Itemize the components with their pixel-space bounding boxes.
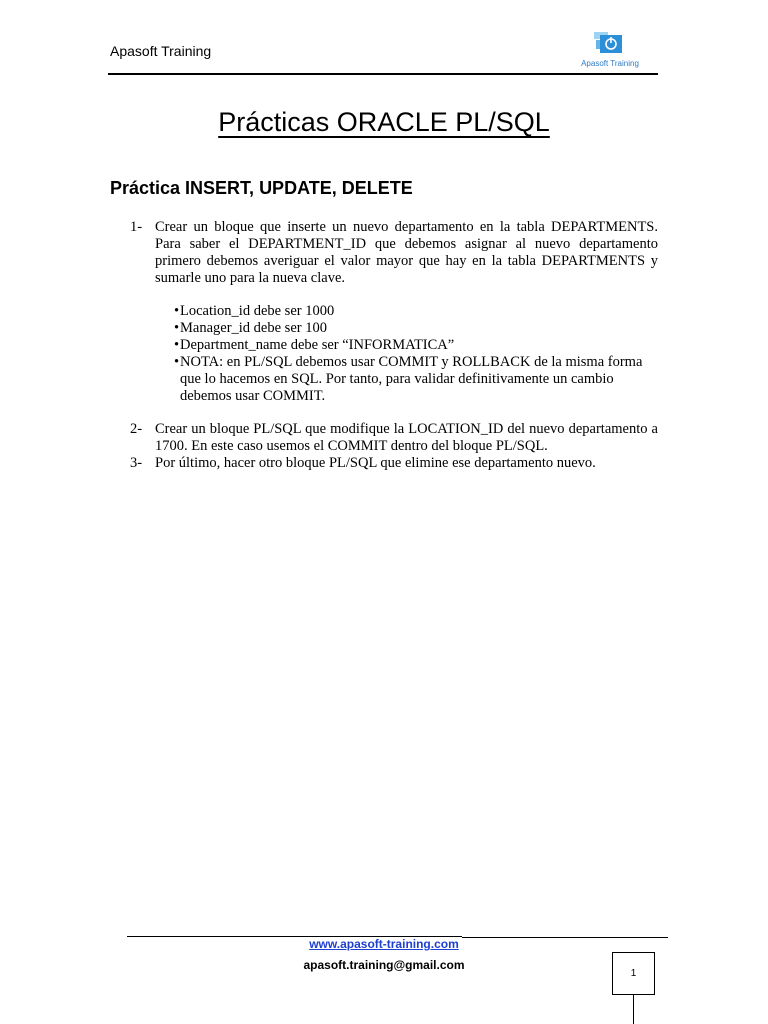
bullet-text: Location_id debe ser 1000 <box>180 303 335 319</box>
bullet-icon: • <box>174 320 180 336</box>
header-title: Apasoft Training <box>110 43 212 59</box>
list-item <box>130 219 658 287</box>
bullet-text: Department_name debe ser “INFORMATICA” <box>180 337 455 353</box>
bullet-item <box>155 320 658 337</box>
page-number: 1 <box>630 968 637 979</box>
window-power-icon <box>570 26 650 60</box>
bullet-list <box>155 303 658 405</box>
bullet-text: Manager_id debe ser 100 <box>180 320 327 336</box>
logo-text: Apasoft Training <box>581 59 639 68</box>
list-item <box>130 421 658 455</box>
exercise-content <box>130 219 658 472</box>
page-title <box>0 107 768 138</box>
header-divider <box>108 73 658 75</box>
item-text: Crear un bloque que inserte un nuevo departamento en la tabla DEPARTMENTS. Para saber el DEPARTMENT_ID que debemos asignar al nuevo departamento primero debemos averiguar el valor mayor que hay en la tabla DEPARTMENTS y sumarle uno para la nueva clave. <box>155 219 658 286</box>
bullet-item <box>155 354 658 405</box>
bullet-text: NOTA: en PL/SQL debemos usar COMMIT y ROLLBACK de la misma forma que lo hacemos en SQL. Por tanto, para validar definitivamente un cambio debemos usar COMMIT. <box>180 354 643 404</box>
bullet-item <box>155 303 658 320</box>
item-number: 1- <box>130 219 143 235</box>
page-title-text: Prácticas ORACLE PL/SQL <box>218 107 550 137</box>
item-number: 2- <box>130 421 143 437</box>
page-number-tail <box>633 995 634 1024</box>
website-link[interactable]: www.apasoft-training.com <box>309 937 459 951</box>
bullet-icon: • <box>174 354 180 370</box>
page-number-box <box>612 952 655 995</box>
item-text: Crear un bloque PL/SQL que modifique la LOCATION_ID del nuevo departamento a 1700. En este caso usemos el COMMIT dentro del bloque PL/SQL. <box>155 421 658 454</box>
contact-email: apasoft.training@gmail.com <box>303 958 465 972</box>
section-heading: Práctica INSERT, UPDATE, DELETE <box>110 178 413 198</box>
company-logo <box>570 26 650 74</box>
list-item <box>130 455 658 472</box>
bullet-icon: • <box>174 337 180 353</box>
item-number: 3- <box>130 455 143 471</box>
bullet-icon: • <box>174 303 180 319</box>
item-text: Por último, hacer otro bloque PL/SQL que elimine ese departamento nuevo. <box>155 455 596 471</box>
bullet-item <box>155 337 658 354</box>
